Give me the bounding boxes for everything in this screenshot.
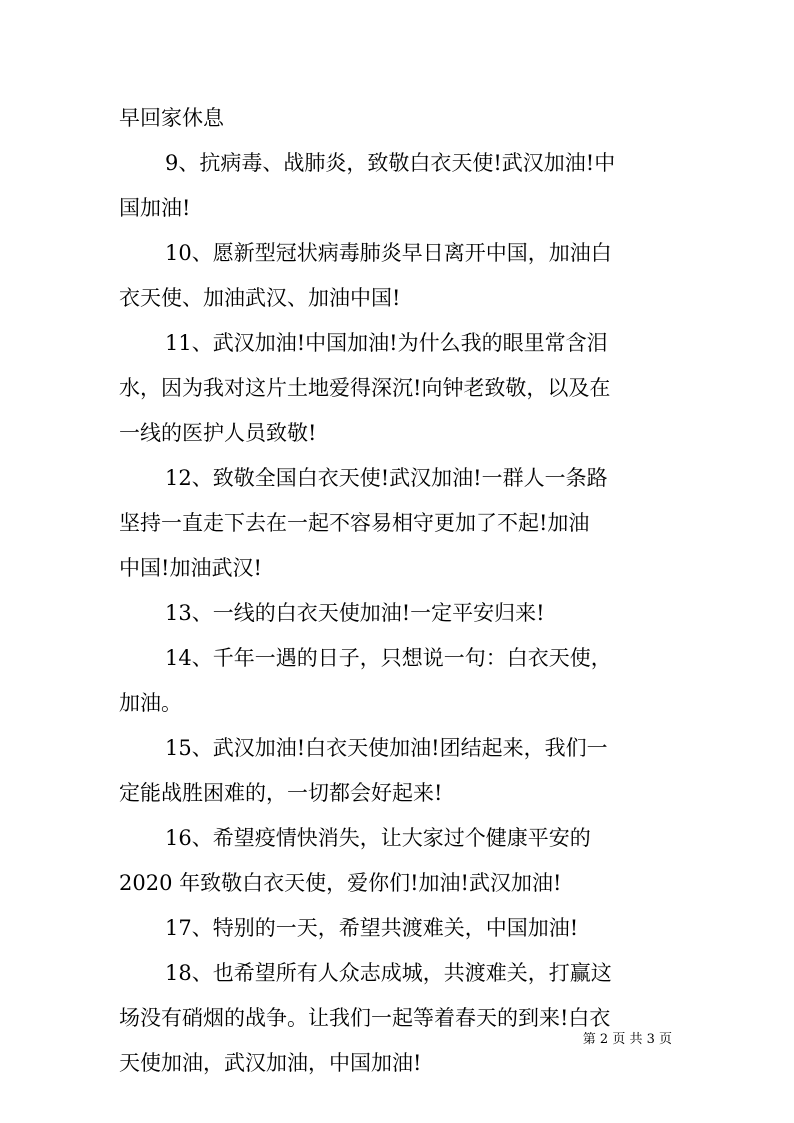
text-line: 定能战胜困难的，一切都会好起来!: [119, 781, 443, 805]
page-number-footer: 第 2 页 共 3 页: [582, 1032, 672, 1047]
text-line: 12、致敬全国白衣天使!武汉加油!一群人一条路: [165, 466, 608, 490]
text-line: 13、一线的白衣天使加油!一定平安归来!: [165, 601, 545, 625]
text-line: 早回家休息: [119, 106, 224, 130]
text-line: 中国!加油武汉!: [119, 556, 262, 580]
text-line: 坚持一直走下去在一起不容易相守更加了不起!加油: [119, 511, 590, 535]
text-line: 11、武汉加油!中国加油!为什么我的眼里常含泪: [165, 331, 608, 355]
text-line: 14、千年一遇的日子，只想说一句：白衣天使，: [165, 646, 612, 670]
text-line: 国加油!: [119, 196, 191, 220]
text-line: 10、愿新型冠状病毒肺炎早日离开中国，加油白: [165, 241, 612, 265]
text-line: 16、希望疫情快消失，让大家过个健康平安的: [165, 826, 591, 850]
text-line: 15、武汉加油!白衣天使加油!团结起来，我们一: [165, 736, 608, 760]
document-body: [119, 96, 679, 1086]
text-line: 水，因为我对这片土地爱得深沉!向钟老致敬，以及在: [119, 376, 611, 400]
text-line: 衣天使、加油武汉、加油中国!: [119, 286, 401, 310]
text-line: 场没有硝烟的战争。让我们一起等着春天的到来!白衣: [119, 1006, 611, 1030]
text-line: 17、特别的一天，希望共渡难关，中国加油!: [165, 916, 579, 940]
text-line: 18、也希望所有人众志成城，共渡难关，打赢这: [165, 961, 612, 985]
text-line: 9、抗病毒、战肺炎，致敬白衣天使!武汉加油!中: [165, 151, 616, 175]
text-line: 加油。: [119, 691, 182, 715]
text-line: 2020 年致敬白衣天使，爱你们!加油!武汉加油!: [119, 871, 562, 895]
text-line: 天使加油，武汉加油，中国加油!: [119, 1051, 422, 1075]
text-line: 一线的医护人员致敬!: [119, 421, 317, 445]
